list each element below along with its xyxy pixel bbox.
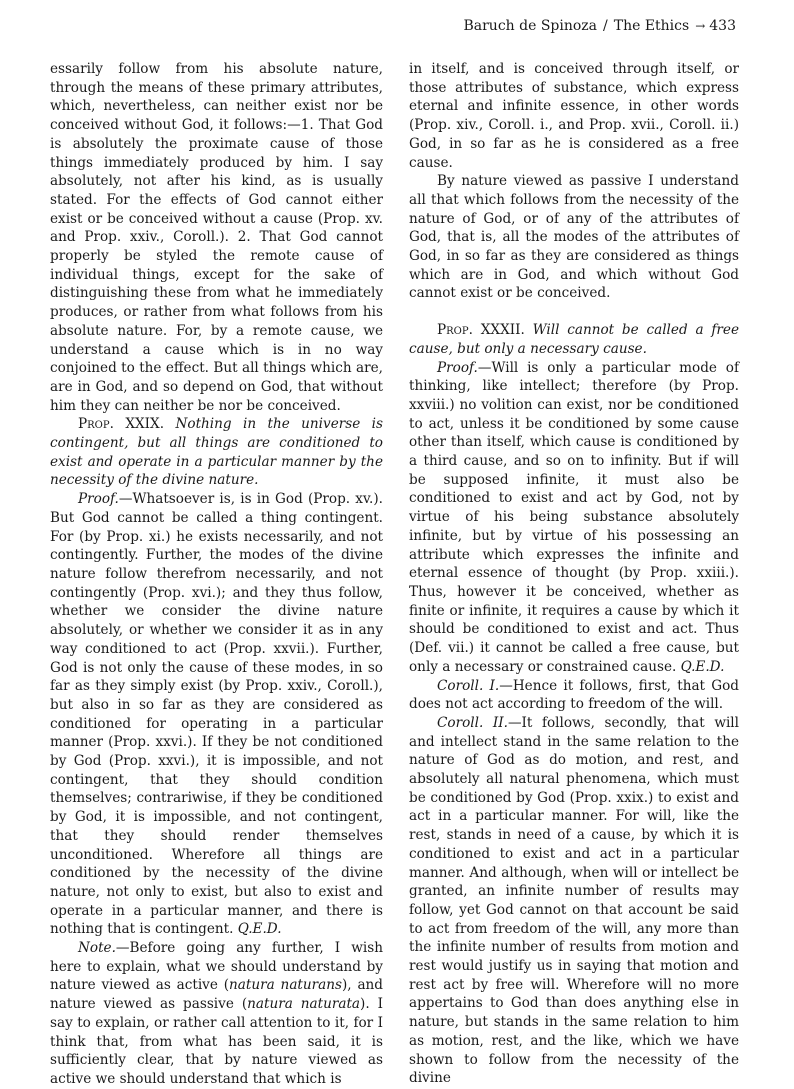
- book-title: The Ethics: [613, 18, 690, 34]
- proposition-29-label: Prop. XXIX.: [78, 416, 165, 433]
- corollary-1-text: —Hence it follows, first, that God does not act according to freedom of the will.: [409, 677, 739, 713]
- proof-29: [50, 490, 383, 939]
- proposition-32-text: Will cannot be called a free cause, but only a necessary cause.: [409, 322, 739, 357]
- page-number: 433: [709, 18, 736, 34]
- proof-32: [409, 359, 739, 677]
- corollary-1: [409, 677, 739, 714]
- natura-naturata: natura naturata: [247, 996, 361, 1013]
- proof-29-qed: Q.E.D.: [237, 921, 282, 938]
- arrow-icon: →: [695, 19, 706, 33]
- note-label: Note.: [78, 940, 116, 957]
- proposition-32-label: Prop. XXXII.: [437, 322, 525, 339]
- author-name: Baruch de Spinoza: [463, 18, 598, 34]
- right-paragraph-continued: in itself, and is conceived through itself, or those attributes of substance, which express eternal and infinite essence, in other words (Prop. xiv., Coroll. i., and Prop. xvii., Coroll. ii.) God, in so far as he is considered as a free cause.: [409, 61, 739, 171]
- left-column: [50, 60, 383, 1089]
- proposition-29-text: Nothing in the universe is contingent, but all things are conditioned to exist and operate in a particular manner by the necessity of the divine nature.: [50, 416, 384, 489]
- left-paragraph-continued: essarily follow from his absolute nature, through the means of these primary attributes, which, nevertheless, can neither exist nor be conceived without God, it follows:—1. That God is absolutely the proximate cause of those things immediately produced by him. I say absolutely, not after his kind, as is usually stated. For the effects of God cannot either exist or be conceived without a cause (Prop. xv. and Prop. xxiv., Coroll.). 2. That God cannot properly be styled the remote cause of individual things, except for the sake of distinguishing these from what he immediately produces, or rather from what follows from his absolute nature. For, by a remote cause, we understand a cause which is in no way conjoined to the effect. But all things which are, are in God, and so depend on God, that without him they can neither be nor be conceived.: [50, 61, 383, 414]
- nature-passive-paragraph: By nature viewed as passive I understand all that which follows from the necessity of the nature of God, or of any of the attributes of God, that is, all the modes of the attributes of God, in so far as they are considered as things which are in God, and which without God cannot exist or be conceived.: [409, 173, 739, 302]
- corollary-2-text: —It follows, secondly, that will and intellect stand in the same relation to the nature of God as do motion, and rest, and absolutely all natural phenomena, which must be conditioned by God (Prop. xxix.) to exist and act in a particular manner. For will, like the rest, stands in need of a cause, by which it is conditioned to exist and act in a particular manner. And although, when will or intellect be granted, an infinite number of results may follow, yet God cannot on that account be said to act from freedom of the will, any more than the infinite number of results from motion and rest would justify us in saying that motion and rest act by free will. Wherefore will no more appertains to God than does anything else in nature, but stands in the same relation to him as motion, rest, and the like, which we have shown to follow from the necessity of the divine: [409, 714, 739, 1087]
- proof-29-label: Proof.: [78, 491, 119, 508]
- proof-32-label: Proof.: [437, 359, 478, 376]
- proof-29-text: —Whatsoever is, is in God (Prop. xv.). But God cannot be called a thing contingent. For (by Prop. xi.) he exists necessarily, and not contingently. Further, the modes of the divine nature follow therefrom necessarily, and not contingently (Prop. xvi.); and they thus follow, whether we consider the divine nature absolutely, or whether we consider it as in any way conditioned to act (Prop. xxvii.). Further, God is not only the cause of these modes, in so far as they simply exist (by Prop. xxiv., Coroll.), but also in so far as they are considered as conditioned for operating in a particular manner (Prop. xxvi.). If they be not conditioned by God (Prop. xxvi.), it is impossible, and not contingent, that they should condition themselves; contrariwise, if they be conditioned by God, it is impossible, and not contingent, that they should render themselves unconditioned. Wherefore all things are conditioned by the necessity of the divine nature, not only to exist, but also to exist and operate in a particular manner, and there is nothing that is contingent.: [50, 491, 383, 938]
- header-separator: /: [603, 18, 608, 34]
- note-text-1: —Before going any further, I wish here to explain, what we should understand by nature viewed as active (: [50, 940, 383, 994]
- corollary-2: [409, 714, 739, 1088]
- right-column: [409, 60, 739, 1088]
- proposition-29: [50, 415, 383, 490]
- note-paragraph: [50, 939, 383, 1089]
- corollary-2-label: Coroll. II.: [437, 714, 508, 731]
- running-head: [463, 18, 736, 34]
- note-text-2: ), and nature viewed as passive (: [50, 977, 384, 1013]
- natura-naturans: natura naturans: [229, 977, 342, 994]
- corollary-1-label: Coroll. I.: [437, 677, 500, 694]
- note-text-3: ). I say to explain, or rather call attention to it, for I think that, from what has been said, it is sufficiently clear, that by nature viewed as active we should understand that which is: [50, 996, 383, 1087]
- proposition-32: [409, 321, 739, 358]
- proof-32-qed: Q.E.D.: [680, 658, 725, 675]
- proof-32-text: —Will is only a particular mode of thinking, like intellect; therefore (by Prop. xxviii.) no volition can exist, nor be conditioned to act, unless it be conditioned by some cause other than itself, which cause is conditioned by a third cause, and so on to infinity. But if will be supposed infinite, it must also be conditioned to exist and act by God, not by virtue of his being substance absolutely infinite, but by virtue of his possessing an attribute which expresses the infinite and eternal essence of thought (by Prop. xxiii.). Thus, however it be conceived, whether as finite or infinite, it requires a cause by which it should be conditioned to exist and act. Thus (Def. vii.) it cannot be called a free cause, but only a necessary or constrained cause.: [409, 359, 739, 675]
